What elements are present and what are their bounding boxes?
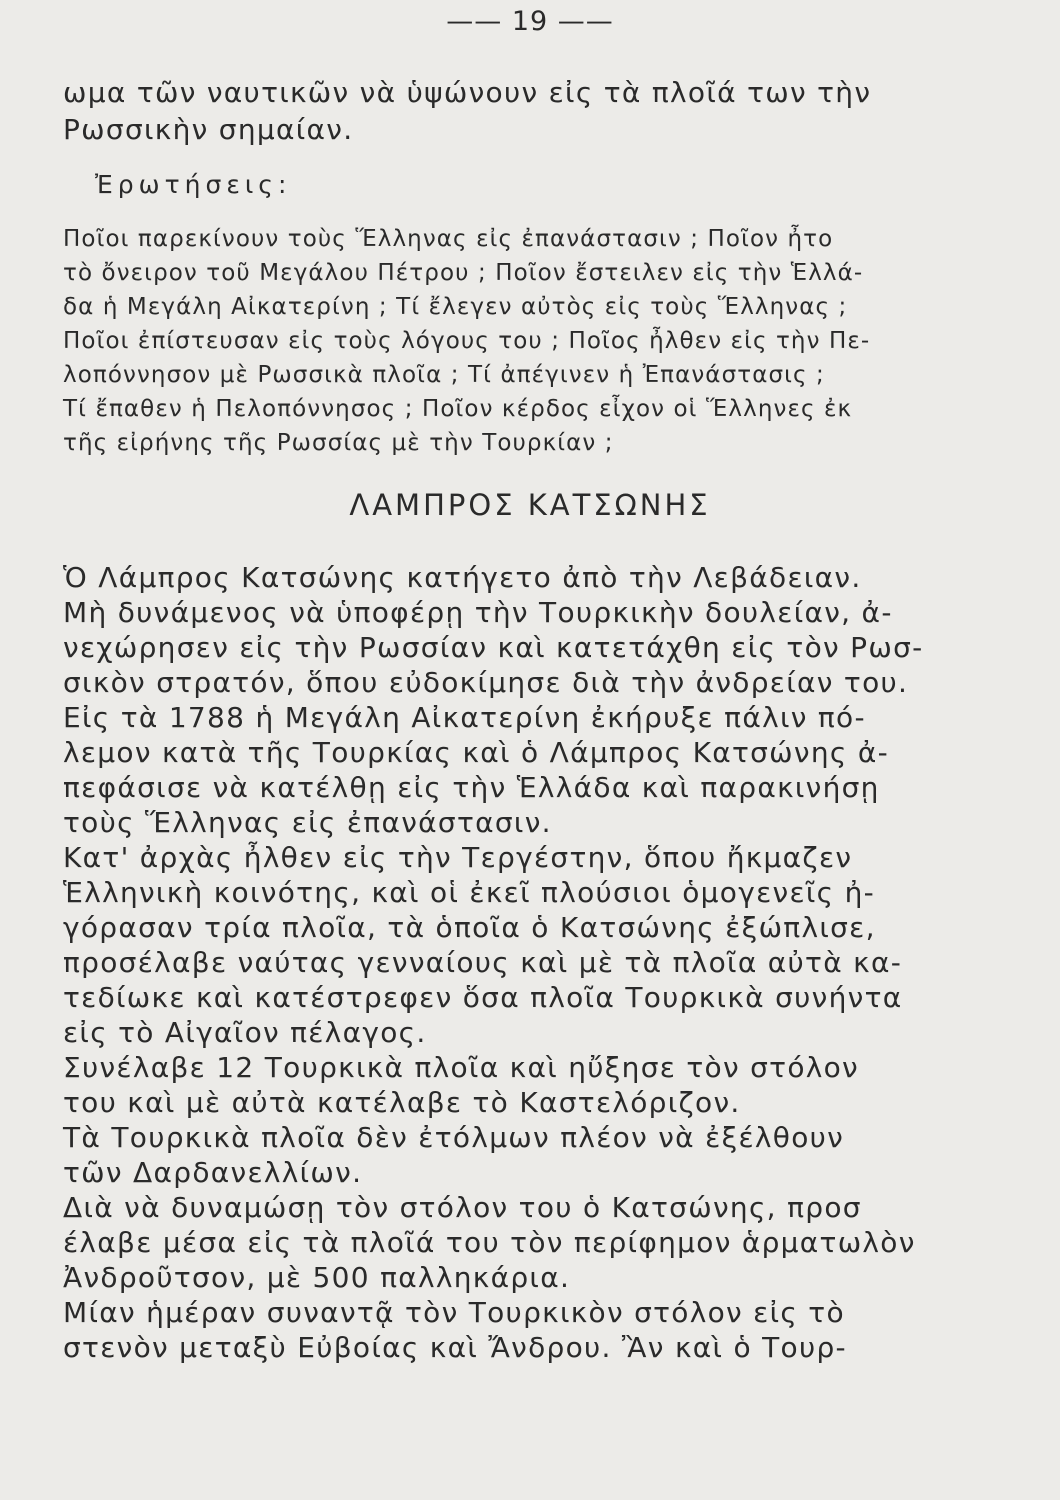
body-line: τεδίωκε καὶ κατέστρεφεν ὅσα πλοῖα Τουρκικὰ συνήντα	[63, 981, 903, 1014]
intro-line: ωμα τῶν ναυτικῶν νὰ ὑψώνουν εἰς τὰ πλοῖά των τὴν	[63, 76, 872, 109]
body-line: Διὰ νὰ δυναμώσῃ τὸν στόλον του ὁ Κατσώνης, προσ	[63, 1191, 862, 1224]
body-line: γόρασαν τρία πλοῖα, τὰ ὁποῖα ὁ Κατσώνης ἐξώπλισε,	[63, 911, 876, 944]
body-line: Ἀνδροῦτσον, μὲ 500 παλληκάρια.	[63, 1261, 571, 1294]
body-line: Εἰς τὰ 1788 ἡ Μεγάλη Αἰκατερίνη ἐκήρυξε πάλιν πό-	[63, 701, 866, 734]
section-heading: ΛΑΜΠΡΟΣ ΚΑΤΣΩΝΗΣ	[349, 488, 711, 522]
body-line: Μὴ δυνάμενος νὰ ὑποφέρῃ τὴν Τουρκικὴν δουλείαν, ἀ-	[63, 596, 893, 629]
question-line: Τί ἔπαθεν ἡ Πελοπόννησος ; Ποῖον κέρδος εἶχον οἱ Ἕλληνες ἐκ	[63, 396, 853, 422]
body-line: έλαβε μέσα εἰς τὰ πλοῖά του τὸν περίφημον ἁρματωλὸν	[63, 1226, 916, 1259]
question-line: δα ἡ Μεγάλη Αἰκατερίνη ; Τί ἔλεγεν αὐτὸς εἰς τοὺς Ἕλληνας ;	[63, 294, 848, 320]
question-line: τῆς εἰρήνης τῆς Ρωσσίας μὲ τὴν Τουρκίαν ;	[63, 430, 614, 456]
body-line: λεμον κατὰ τῆς Τουρκίας καὶ ὁ Λάμπρος Κατσώνης ἀ-	[63, 736, 890, 769]
question-line: Ποῖοι παρεκίνουν τοὺς Ἕλληνας εἰς ἐπανάστασιν ; Ποῖον ἦτο	[63, 226, 834, 252]
question-line: Ποῖοι ἐπίστευσαν εἰς τοὺς λόγους του ; Ποῖος ἦλθεν εἰς τὴν Πε-	[63, 328, 871, 354]
body-line: Μίαν ἡμέραν συναντᾷ τὸν Τουρκικὸν στόλον εἰς τὸ	[63, 1296, 845, 1329]
questions-label: Ἐρωτήσεις:	[95, 170, 292, 199]
body-line: τοὺς Ἕλληνας εἰς ἐπανάστασιν.	[63, 806, 552, 839]
body-line: σικὸν στρατόν, ὅπου εὐδοκίμησε διὰ τὴν ἀνδρείαν του.	[63, 666, 909, 699]
body-line: πεφάσισε νὰ κατέλθῃ εἰς τὴν Ἑλλάδα καὶ παρακινήσῃ	[63, 771, 880, 804]
body-line: Τὰ Τουρκικὰ πλοῖα δὲν ἐτόλμων πλέον νὰ ἐξέλθουν	[63, 1121, 845, 1154]
page-number: —— 19 ——	[446, 6, 614, 37]
body-line: Συνέλαβε 12 Τουρκικὰ πλοῖα καὶ ηὔξησε τὸν στόλον	[63, 1051, 859, 1084]
body-line: στενὸν μεταξὺ Εὐβοίας καὶ Ἄνδρου. Ἂν καὶ ὁ Τουρ-	[63, 1331, 847, 1364]
body-line: τῶν Δαρδανελλίων.	[63, 1156, 363, 1189]
intro-line: Ρωσσικὴν σημαίαν.	[63, 113, 354, 146]
question-line: τὸ ὄνειρον τοῦ Μεγάλου Πέτρου ; Ποῖον ἔστειλεν εἰς τὴν Ἑλλά-	[63, 260, 864, 286]
body-line: Ἑλληνικὴ κοινότης, καὶ οἱ ἐκεῖ πλούσιοι ὁμογενεῖς ἠ-	[63, 876, 876, 909]
body-line: Ὁ Λάμπρος Κατσώνης κατήγετο ἀπὸ τὴν Λεβάδειαν.	[63, 561, 862, 594]
question-line: λοπόννησον μὲ Ρωσσικὰ πλοῖα ; Τί ἀπέγινεν ἡ Ἐπανάστασις ;	[63, 362, 825, 388]
body-line: Κατ' ἀρχὰς ἦλθεν εἰς τὴν Τεργέστην, ὅπου ἤκμαζεν	[63, 841, 853, 874]
body-line: προσέλαβε ναύτας γενναίους καὶ μὲ τὰ πλοῖα αὐτὰ κα-	[63, 946, 903, 979]
body-line: νεχώρησεν εἰς τὴν Ρωσσίαν καὶ κατετάχθη εἰς τὸν Ρωσ-	[63, 631, 924, 664]
body-line: του καὶ μὲ αὐτὰ κατέλαβε τὸ Καστελόριζον.	[63, 1086, 741, 1119]
body-line: εἰς τὸ Αἰγαῖον πέλαγος.	[63, 1016, 427, 1049]
